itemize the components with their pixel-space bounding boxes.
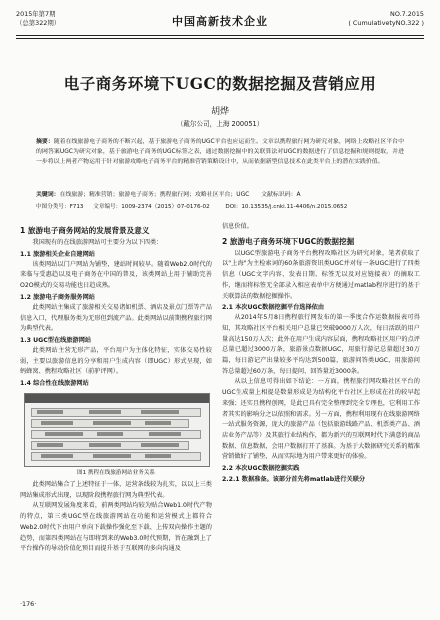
section-heading: 2 旅游电子商务环境下UGC的数据挖掘: [222, 236, 355, 246]
body-paragraph: 此类网站集合了上述特征于一体，运营条线较为扎实，以以上三类网站集成形式出现，以现阶段携程旅行网为典型代表。: [20, 481, 212, 499]
running-header: [16, 10, 424, 40]
abstract: [36, 137, 404, 168]
body-paragraph: 从互联网发展角度来看，前两类网站均较为贴合Web1.0时代产物的特点，第三类UGC型在线旅游网站在功能和运营模式上都符合Web2.0时代下由用户单向下载操作强化至下载、上传双向操作主题的趋势，而第四类网站在与即将到来的Web3.0时代预期，旨在融到上了平台操作的导动价值化预目而提升基于互联网的多向沟通及: [20, 502, 212, 553]
article-title: 电子商务环境下UGC的数据挖掘及营销应用: [63, 74, 377, 93]
subsection-heading: 2.2 本次UGC数据挖掘实践: [222, 465, 300, 473]
figure-block: [93, 454, 131, 458]
issue-number-en: NO.7.2015: [390, 10, 424, 18]
figure-block: [141, 410, 179, 414]
subsection-heading: 1.1 旅游相关企业自建网站: [20, 250, 95, 258]
author-name: 胡烨: [210, 107, 229, 117]
subsection-heading: 2.1 本次UGC数据挖掘平台选择依由: [222, 304, 325, 312]
article-meta: [36, 203, 410, 212]
page-number: ·176·: [20, 600, 37, 608]
abstract-label: 摘要：: [36, 139, 54, 145]
figure-block: [145, 454, 171, 458]
issue-info-left: [16, 10, 60, 28]
header-rule: [16, 35, 424, 36]
body-paragraph: 该类网站以门户网站为铺垫，建站时间较早。随着Web2.0时代的来临与受惠趋以及电子商务在中国的普及，该类网站上用于辅助完善O2O模式的交易功能也日趋成熟。: [20, 260, 212, 290]
left-column: [20, 222, 212, 555]
figure-block: [149, 432, 181, 436]
figure-block: [97, 432, 123, 436]
abstract-text: 随着在线旅游电子商务的不断兴起，基于旅游电子商务的UGC平台也应运而生。文章以携程旅行网为研究对象，网络上攻略社区平台中的网答案UGC为研究对象，基于旅游电子商务的UGC标签之表，通过数据挖掘中的关联算法对UGC的数据进行了信息挖掘和规则提取，并进一步将以上两者产物运用于针对旅游攻略电子商务平台的精准营销策略设计中，从而依据新型信息技术在此类平台上的潜在实践价值。: [36, 139, 404, 166]
right-column: [222, 222, 420, 485]
body-paragraph: 我国现有的在线旅游网站可主要分为以下四类：: [32, 239, 163, 246]
subsubsection-heading: 2.2.1 数据准备。该部分首先将matlab进行关联分: [222, 476, 366, 484]
issue-info-right: [348, 10, 424, 28]
cumulative-issue: （总第322期）: [16, 19, 61, 27]
figure-block: [45, 432, 83, 436]
figure-block: [41, 454, 73, 458]
subsection-heading: 1.4 综合性在线旅游网站: [20, 380, 89, 388]
issue-number: 2015年第7期: [16, 10, 56, 18]
body-paragraph: 从以上信息可得出如下结论：一方面，携程旅行网攻略社区平台的UGC生成量上相提是数量形成是为结构化平台社区上形成在社的较早起来强；还实且携程创网，是此已具有完全整理到完全专理也，它利用工作者其实的影响分之以依照和需求。另一方面，携程利用现有在线旅游网络一站式服务资源，庞大的旅游产品（包括旅游线路产品、机票类产品、酒店业务产品等）及其旅行业结构作，都为新兴的互联网时代下满意的商品数据、信息数据，会用户数据打开了基准。为基于大数据研究关系的精准营销做好了铺垫，从而实际地为用户带来更好的体验。: [222, 378, 420, 461]
figure-block: [89, 410, 121, 414]
keywords-label: 关键词：: [36, 192, 60, 198]
header-rule-thin: [16, 38, 424, 39]
keywords: [36, 191, 404, 200]
subsection-heading: 1.2 旅游电子商务服务网站: [20, 293, 95, 301]
body-paragraph: 此类网站主集成了旅游相关交易诸如机票、酒店及景点门票等产品信息入口，代理服务类为无形但到流产品。此类网站以前期携程旅行网为典型代表。: [20, 303, 212, 333]
clc-number: 中图分类号：F713: [36, 204, 84, 210]
figure-block: [141, 443, 179, 447]
figure-block: [145, 421, 171, 425]
figure-block: [37, 410, 63, 414]
figure-title-band: [25, 394, 209, 403]
keywords-text: 在线旅游；精准营销；旅游电子商务；携程旅行网；攻略社区平台；UGC: [59, 192, 250, 198]
figure-block: [41, 421, 73, 425]
cumulative-issue-en: ( CumulativetyNO.322 ): [348, 19, 424, 27]
figure-block: [89, 443, 121, 447]
figure-block: [93, 421, 131, 425]
document-code: 文献标识码：A: [261, 192, 301, 198]
body-paragraph: 信息价值。: [222, 223, 253, 230]
figure-caption: 图1 携程在线旅游网站业务关系: [76, 470, 156, 477]
body-paragraph: 从2014年5月8日携程旅行网发布的第一季度合作运数据报表可得知，其攻略社区平台相关用户总量已突破9000万人次，每日活跃的用户量高达150万人次；此外在用户生成内容层面，携程攻略社区用户的点评总量已超过3000万条，旅游景点数据UGC，用旅行游记总量超过30万篇，每日游记产出量较多平均达到500篇，旅游问答类UGC，用旅游问答总量超过60万条，每日提问、回答量近3000条。: [222, 314, 420, 375]
figure-block: [37, 443, 63, 447]
journal-logo: 中国高新技术企业: [172, 15, 268, 28]
figure-business-diagram: [24, 393, 210, 467]
body-paragraph: 此类网站主营无形产品，平台用户为主体化特征，实体交易性较弱，主要以旅游信息的分享和用户生成内容（即UGC）形式呈现，如蚂蜂窝、携程攻略社区（前驴评网）。: [20, 346, 212, 376]
section-heading: 1 旅游电子商务网站的发展背景及意义: [20, 226, 150, 235]
article-number: 文章编号：1009-2374（2015）07-0176-02: [93, 204, 210, 210]
body-paragraph: 以UGC型旅游电子商务平台携程攻略社区为研究对象，笔者获取了以"上海"为主检索词的60条旅游资讯类UGC并对每一条UGC进行了四类信息（UGC文字内容、发表日期、标签无以及对应链接表）的摘取工作，继而将标签无全部录入相应表单中方便通过matlab程序进行的基于关联算法的数据挖掘操作。: [222, 249, 420, 300]
doi: DOI：10.13535/j.cnki.11-4406/n.2015.0652: [225, 204, 348, 210]
author-affiliation: （戴尔公司，上海 200051）: [176, 120, 264, 128]
subsection-heading: 1.3 UGC型在线旅游网站: [20, 336, 92, 344]
